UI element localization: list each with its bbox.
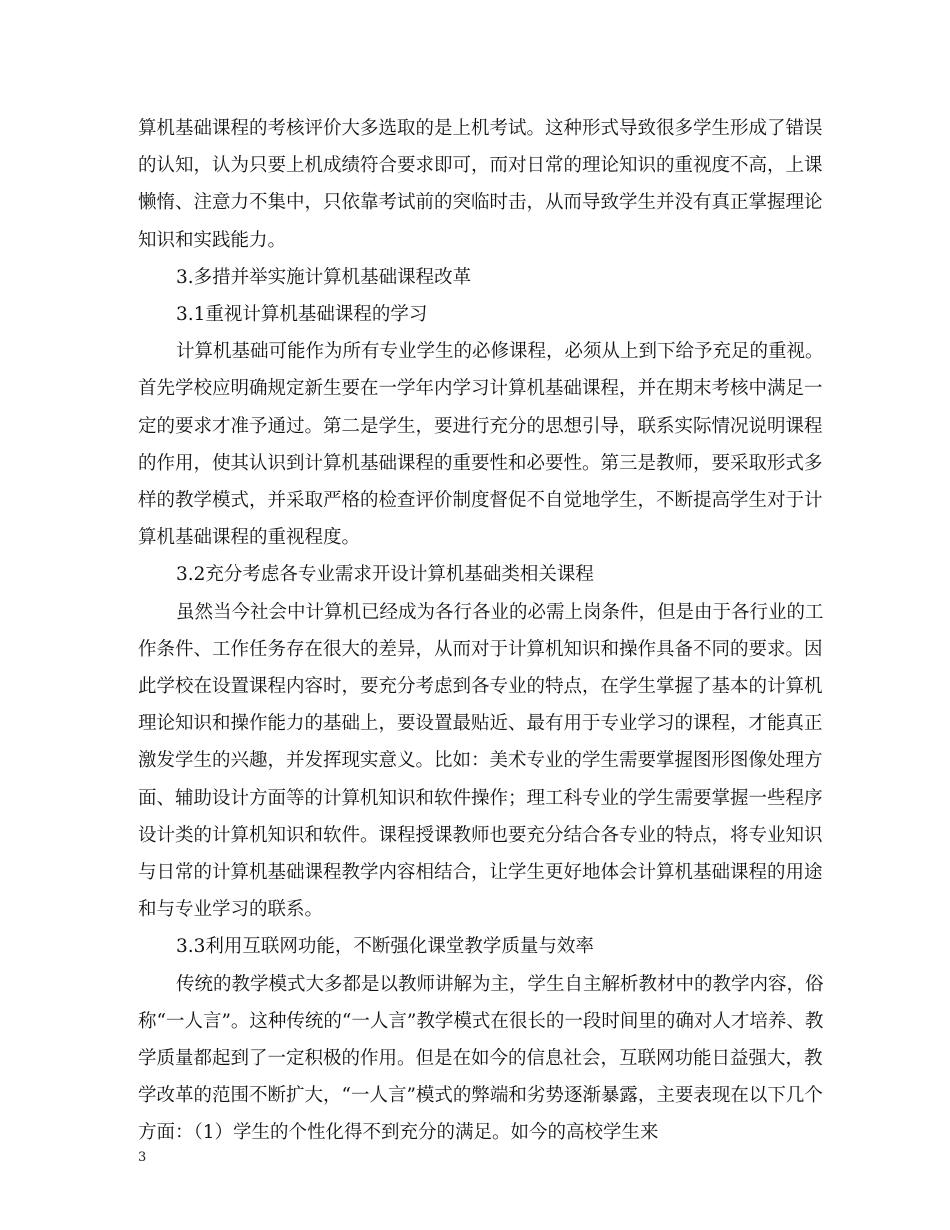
body-paragraph: 传统的教学模式大多都是以教师讲解为主，学生自主解析教材中的教学内容，俗称“一人言”。这种传统的“一人言”教学模式在很长的一段时间里的确对人才培养、教学质量都起到了一定积极的作用。但是在如今的信息社会，互联网功能日益强大，教学改革的范围不断扩大，“一人言”模式的弊端和劣势逐渐暴露，主要表现在以下几个方面：（1）学生的个性化得不到充分的满足。如今的高校学生来 <box>138 973 824 1144</box>
subsection-heading: 3.2充分考虑各专业需求开设计算机基础类相关课程 <box>176 564 594 586</box>
section-heading: 3.多措并举实施计算机基础课程改革 <box>176 266 472 288</box>
body-paragraph: 算机基础课程的考核评价大多选取的是上机考试。这种形式导致很多学生形成了错误的认知，认为只要上机成绩符合要求即可，而对日常的理论知识的重视度不高，上课懒惰、注意力不集中，只依靠考试前的突临时击，从而导致学生并没有真正掌握理论知识和实践能力。 <box>138 118 823 251</box>
subsection-heading: 3.1重视计算机基础课程的学习 <box>176 304 428 326</box>
body-paragraph: 虽然当今社会中计算机已经成为各行各业的必需上岗条件，但是由于各行业的工作条件、工作任务存在很大的差异，从而对于计算机知识和操作具备不同的要求。因此学校在设置课程内容时，要充分考虑到各专业的特点，在学生掌握了基本的计算机理论知识和操作能力的基础上，要设置最贴近、最有用于专业学习的课程，才能真正激发学生的兴趣，并发挥现实意义。比如：美术专业的学生需要掌握图形图像处理方面、辅助设计方面等的计算机知识和软件操作；理工科专业的学生需要掌握一些程序设计类的计算机知识和软件。课程授课教师也要充分结合各专业的特点，将专业知识与日常的计算机基础课程教学内容相结合，让学生更好地体会计算机基础课程的用途和与专业学习的联系。 <box>138 601 824 921</box>
subsection-heading: 3.3利用互联网功能，不断强化课堂教学质量与效率 <box>176 936 594 958</box>
document-body <box>138 110 828 1152</box>
body-paragraph: 计算机基础可能作为所有专业学生的必修课程，必须从上到下给予充足的重视。首先学校应明确规定新生要在一学年内学习计算机基础课程，并在期末考核中满足一定的要求才准予通过。第二是学生，要进行充分的思想引导，联系实际情况说明课程的作用，使其认识到计算机基础课程的重要性和必要性。第三是教师，要采取形式多样的教学模式，并采取严格的检查评价制度督促不自觉地学生，不断提高学生对于计算机基础课程的重视程度。 <box>138 341 824 549</box>
page-number: 3 <box>138 1150 147 1165</box>
